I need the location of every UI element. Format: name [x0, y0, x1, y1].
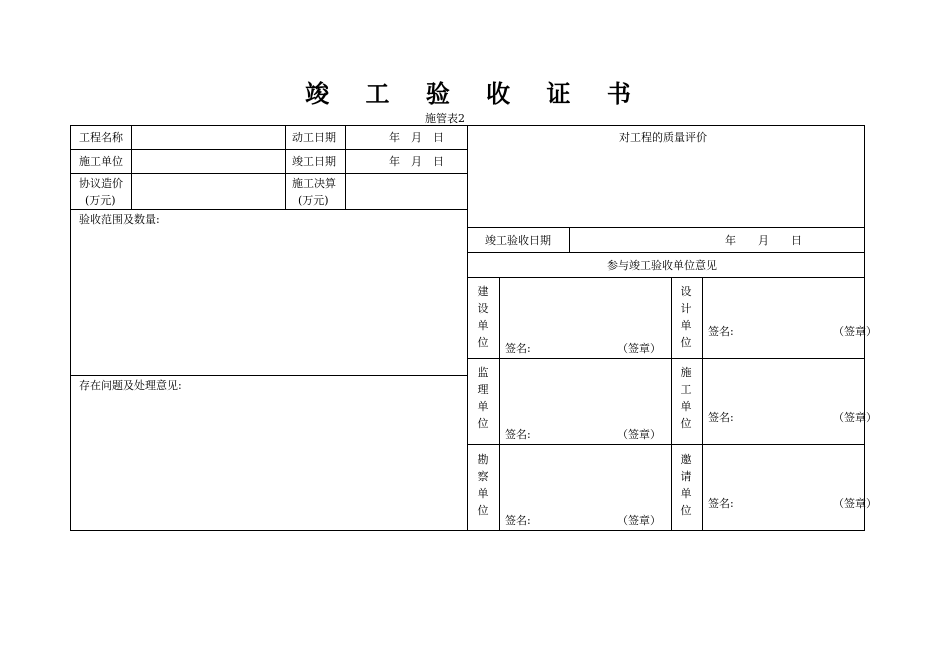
start-date-value: 年 月 日: [389, 131, 444, 144]
seal-label: （签章）: [617, 514, 661, 527]
start-date-label: 动工日期: [292, 131, 336, 144]
unit-name-survey: 勘察单位: [477, 453, 489, 517]
final-account-label: 施工决算: [292, 177, 336, 190]
sign-label: 签名:: [505, 342, 531, 355]
quality-eval-label: 对工程的质量评价: [619, 131, 707, 144]
agreed-cost-label: 协议造价: [79, 177, 123, 190]
sign-label: 签名:: [505, 514, 531, 527]
sign-label: 签名:: [708, 411, 734, 424]
issues-label: 存在问题及处理意见:: [79, 379, 182, 392]
form-code: 施管表2: [425, 112, 465, 125]
seal-label: （签章）: [617, 342, 661, 355]
acceptance-date-value: 年 月 日: [725, 234, 802, 247]
unit-name-design: 设计单位: [680, 285, 692, 349]
project-name-label: 工程名称: [79, 131, 123, 144]
sign-label: 签名:: [505, 428, 531, 441]
opinions-label: 参与竣工验收单位意见: [607, 259, 717, 272]
seal-label: （签章）: [833, 411, 877, 424]
unit-name-contractor: 施工单位: [680, 366, 692, 430]
sign-label: 签名:: [708, 497, 734, 510]
final-account-unit: (万元): [298, 194, 329, 207]
sign-label: 签名:: [708, 325, 734, 338]
contractor-label: 施工单位: [79, 155, 123, 168]
acceptance-date-label: 竣工验收日期: [485, 234, 551, 247]
unit-name-supervision: 监理单位: [477, 366, 489, 430]
seal-label: （签章）: [833, 325, 877, 338]
seal-label: （签章）: [833, 497, 877, 510]
completion-date-label: 竣工日期: [292, 155, 336, 168]
scope-label: 验收范围及数量:: [79, 213, 160, 226]
seal-label: （签章）: [617, 428, 661, 441]
unit-name-construction: 建设单位: [477, 285, 489, 349]
completion-date-value: 年 月 日: [389, 155, 444, 168]
acceptance-form-table: [70, 125, 877, 531]
agreed-cost-unit: (万元): [85, 194, 116, 207]
page-title: 竣 工 验 收 证 书: [305, 79, 645, 108]
unit-name-invited: 邀请单位: [680, 453, 692, 517]
